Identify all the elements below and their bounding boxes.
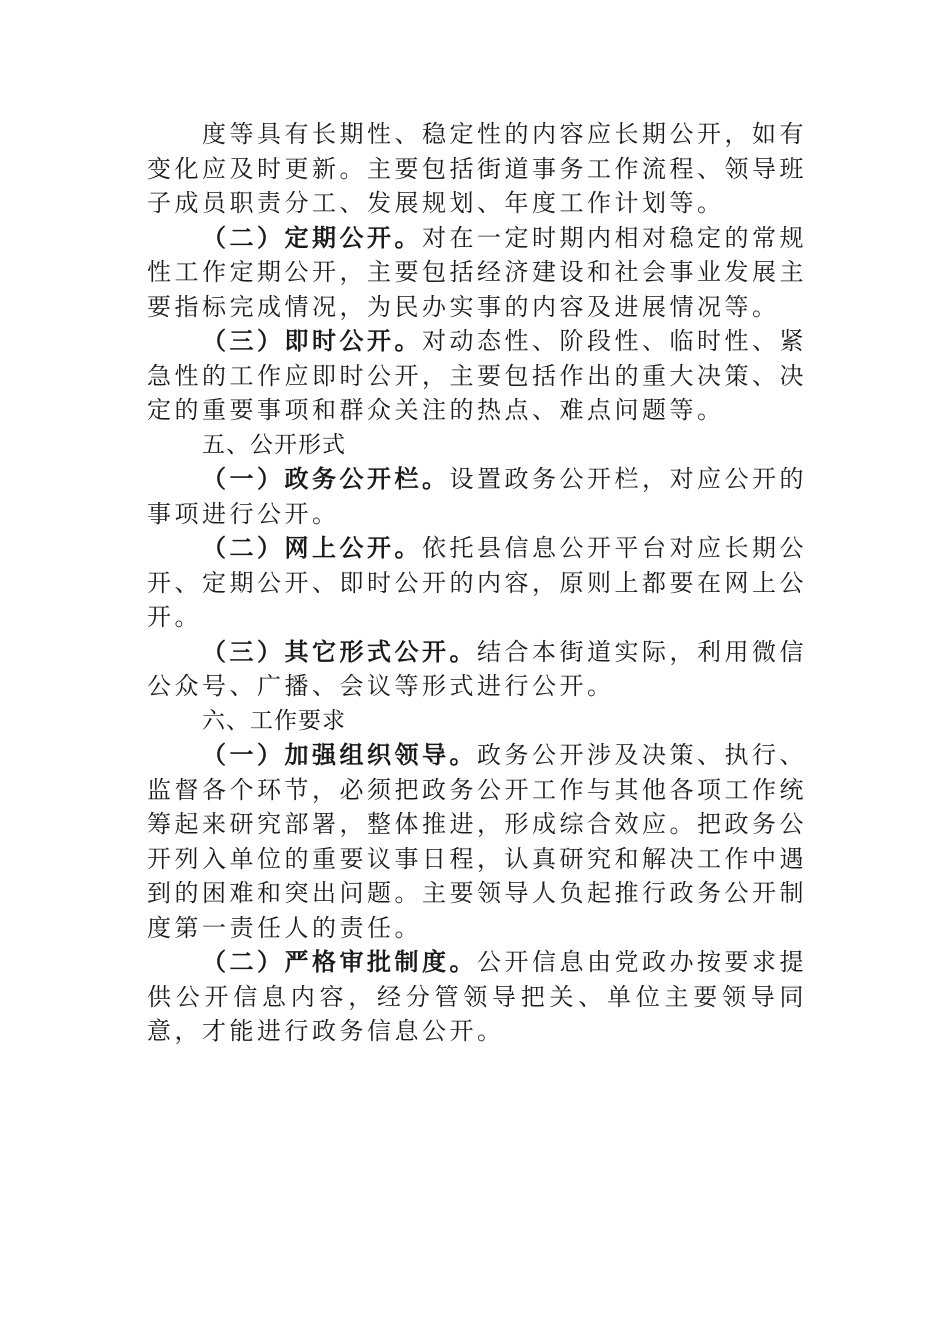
paragraph-text: 依托县信息公开平台对应长期公开、定期公开、即时公开的内容，原则上都要在网上公开。 [147,534,807,631]
paragraph-text: 设置政务公开栏，对应公开的事项进行公开。 [147,465,807,528]
paragraph-text: 对动态性、阶段性、临时性、紧急性的工作应即时公开，主要包括作出的重大决策、决定的重要事项和群众关注的热点、难点问题等。 [147,327,807,424]
paragraph-lead: （二）网上公开。 [202,533,422,562]
paragraph-lead: （一）政务公开栏。 [202,464,450,493]
paragraph-online-disclosure [147,531,807,635]
paragraph-text: 公开信息由党政办按要求提供公开信息内容，经分管领导把关、单位主要领导同意，才能进行政务信息公开。 [147,948,807,1045]
paragraph-approval-system [147,945,807,1049]
paragraph-other-forms [147,635,807,704]
paragraph-lead: （三）其它形式公开。 [202,636,477,666]
paragraph-lead: （二）严格审批制度。 [202,947,477,976]
document-body [147,117,807,1049]
section-heading-work-requirements: 六、工作要求 [202,707,346,734]
paragraph-text: 政务公开涉及决策、执行、监督各个环节，必须把政务公开工作与其他各项工作统筹起来研究部署，整体推进，形成综合效应。把政务公开列入单位的重要议事日程，认真研究和解决工作中遇到的困难和突出问题。主要领导人负起推行政务公开制度第一责任人的责任。 [147,741,807,942]
paragraph-periodic-disclosure [147,221,807,325]
paragraph-bulletin-board [147,462,807,531]
paragraph-lead: （三）即时公开。 [202,326,422,355]
paragraph-text: 度等具有长期性、稳定性的内容应长期公开，如有变化应及时更新。主要包括街道事务工作流程、领导班子成员职责分工、发展规划、年度工作计划等。 [147,120,807,217]
paragraph-lead: （二）定期公开。 [202,222,422,252]
paragraph-organizational-leadership [147,738,807,945]
paragraph-text: 结合本街道实际，利用微信公众号、广播、会议等形式进行公开。 [147,637,807,700]
section-heading-disclosure-forms: 五、公开形式 [202,431,346,458]
paragraph-long-term-disclosure [147,117,807,221]
paragraph-lead: （一）加强组织领导。 [202,740,477,769]
paragraph-text: 对在一定时期内相对稳定的常规性工作定期公开，主要包括经济建设和社会事业发展主要指标完成情况，为民办实事的内容及进展情况等。 [147,223,807,321]
paragraph-immediate-disclosure [147,324,807,428]
